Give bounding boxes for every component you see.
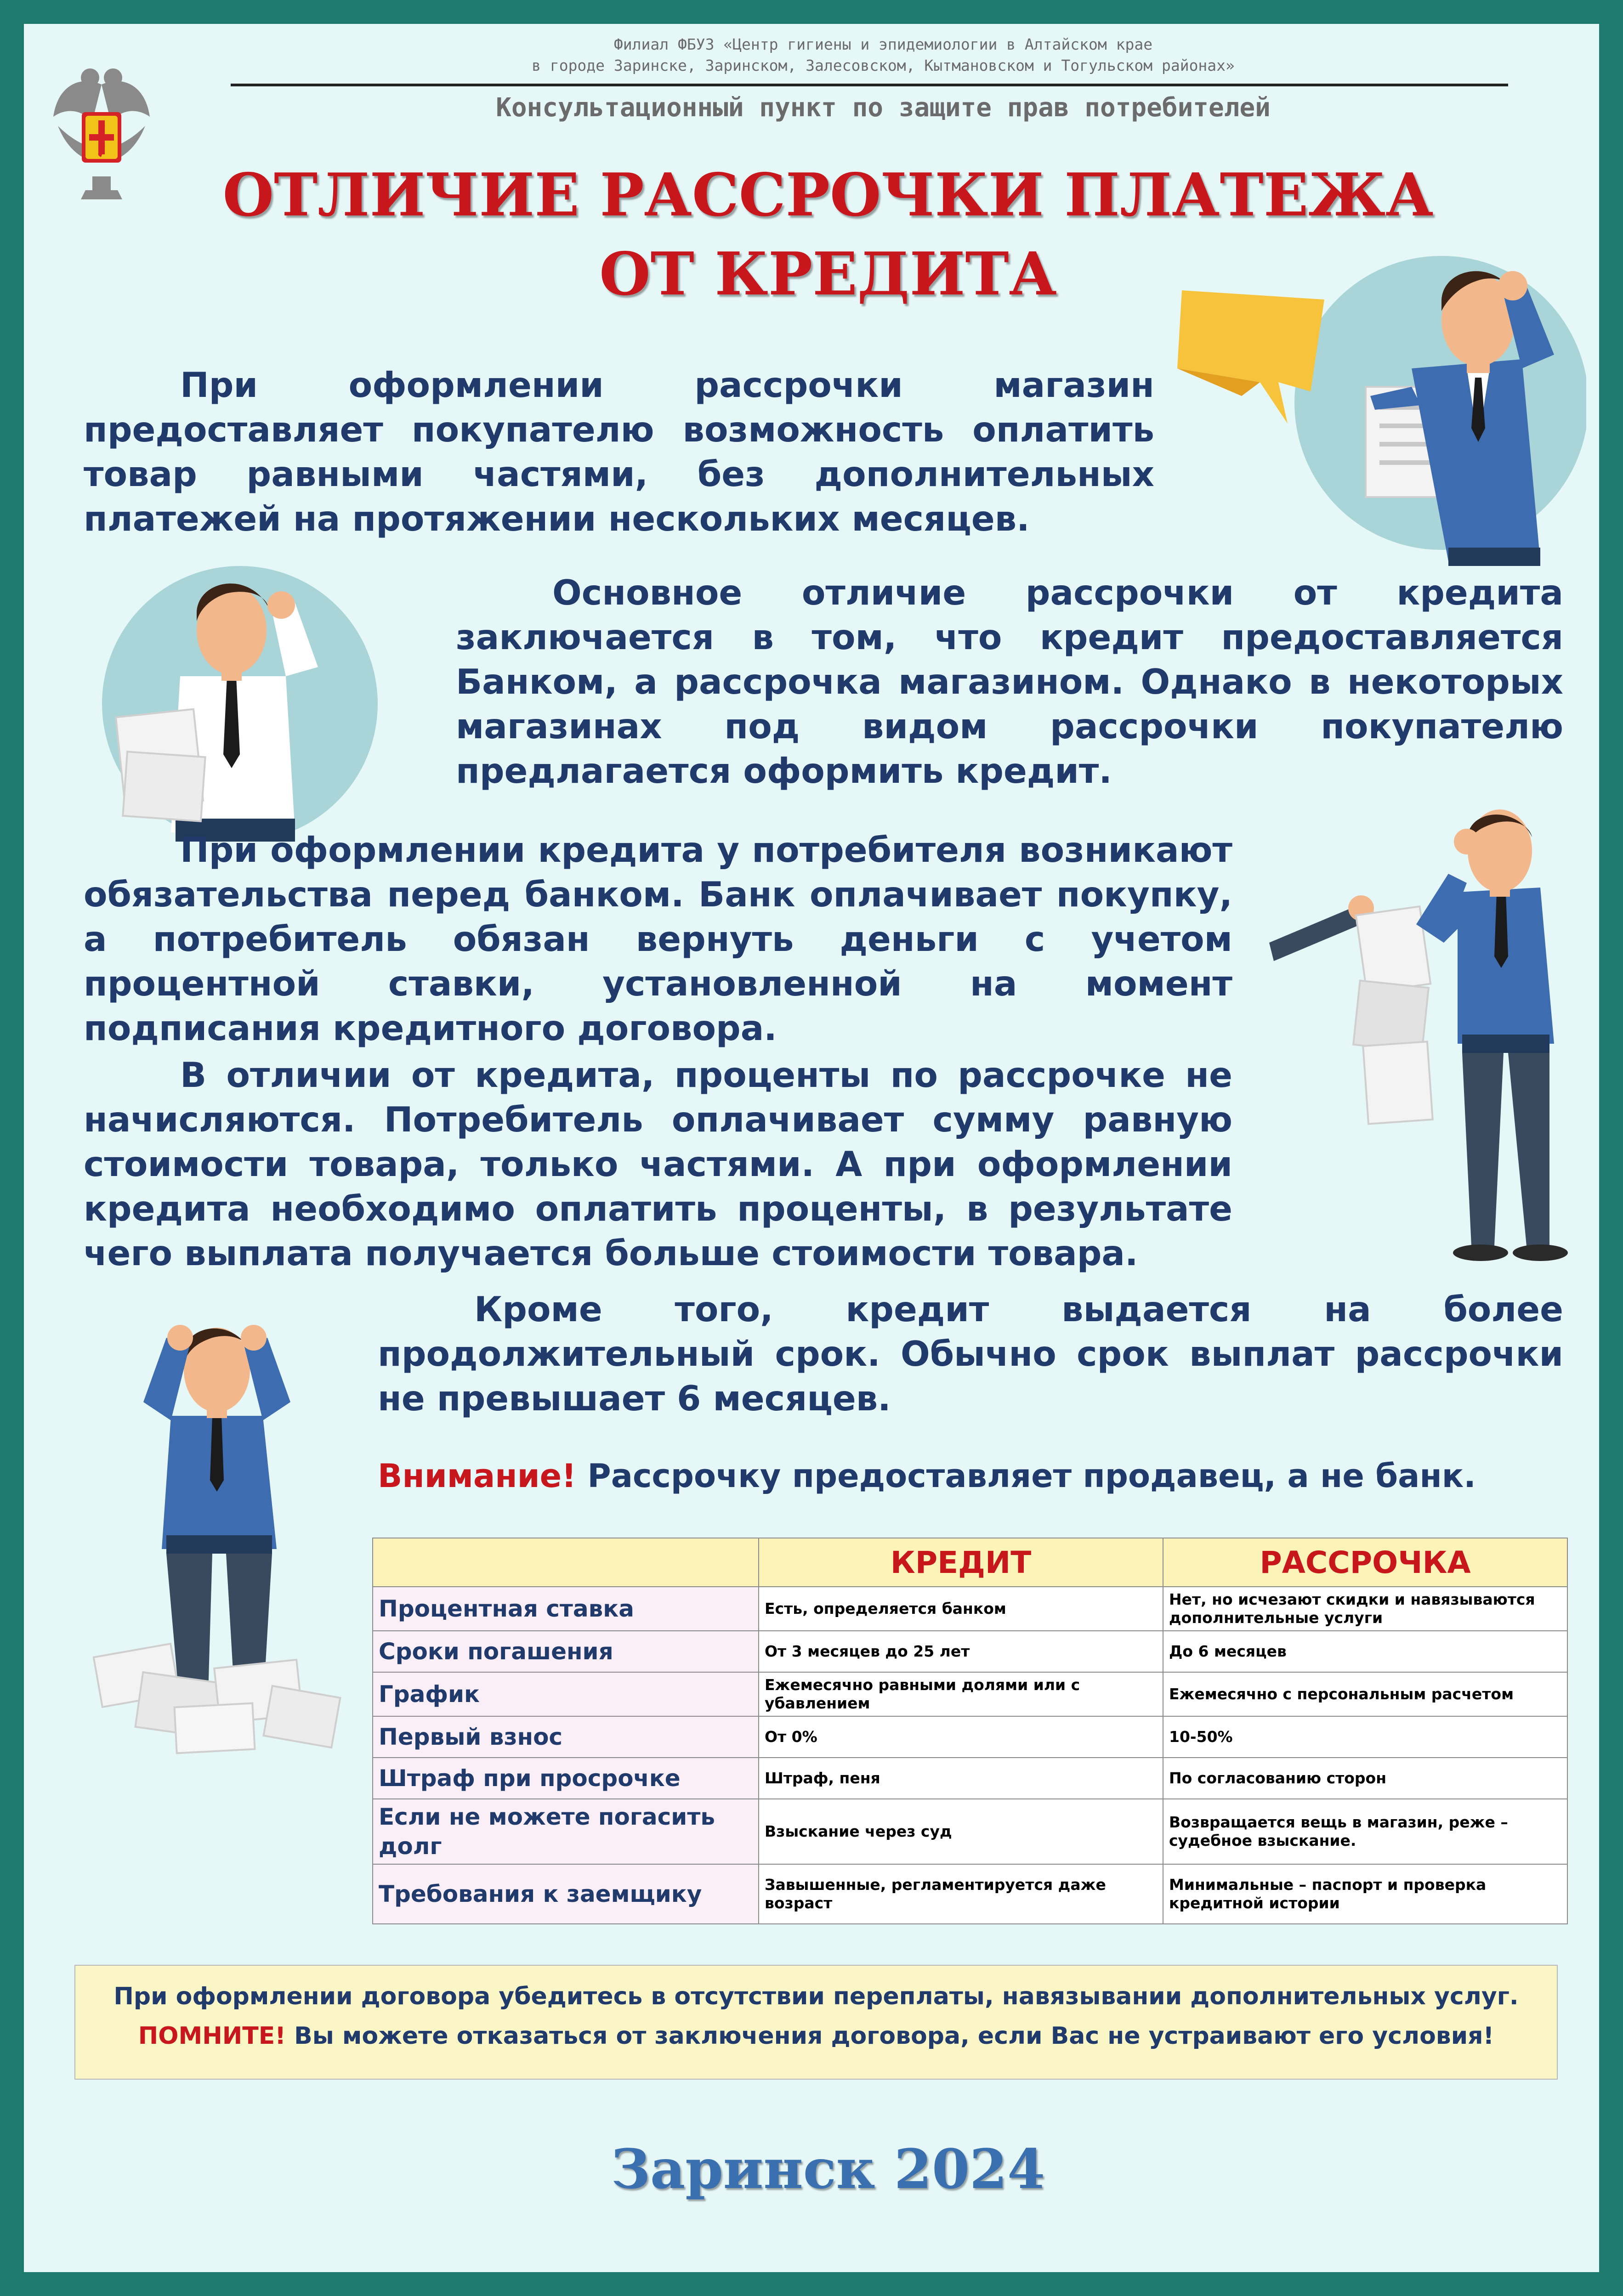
installment-value: Минимальные – паспорт и проверка кредитной истории [1163, 1864, 1567, 1924]
comparison-table [372, 1538, 1568, 1924]
businessman-with-papers-illustration [88, 561, 392, 846]
page-title-line1: ОТЛИЧИЕ РАССРОЧКИ ПЛАТЕЖА [222, 161, 1434, 230]
paper-stack-icon [1353, 906, 1433, 1124]
table-header-row [373, 1538, 1567, 1587]
row-label: Требования к заемщику [373, 1864, 759, 1924]
poster-page [24, 24, 1599, 2272]
header-divider [231, 84, 1508, 86]
credit-value: Ежемесячно равными долями или с убавлением [759, 1672, 1163, 1716]
org-name-line2: в городе Заринске, Заринском, Залесовском, Кытмановском и Тогульском районах» [532, 57, 1235, 74]
note-line2 [75, 2016, 1557, 2056]
note-remember-text: Вы можете отказаться от заключения договора, если Вас не устраивают его условия! [285, 2022, 1494, 2050]
paragraph-no-interest: В отличии от кредита, проценты по рассрочке не начисляются. Потребитель оплачивает сумму равную стоимости товара, только частями. А при оформлении кредита необходимо оплатить проценты, в результате чего выплата получается больше стоимости товара. [84, 1055, 1232, 1273]
table-row [373, 1758, 1567, 1799]
org-name-line1: Филиал ФБУЗ «Центр гигиены и эпидемиологии в Алтайском крае [613, 35, 1153, 53]
credit-value: Завышенные, регламентируется даже возраст [759, 1864, 1163, 1924]
table-row [373, 1587, 1567, 1631]
row-label: Первый взнос [373, 1716, 759, 1758]
paper-stack-icon [116, 709, 205, 821]
note-remember-label: ПОМНИТЕ! [138, 2022, 286, 2050]
paragraph-term-difference: Кроме того, кредит выдается на более продолжительный срок. Обычно срок выплат рассрочки не превышает 6 месяцев. [378, 1289, 1563, 1419]
attention-text: Рассрочку предоставляет продавец, а не банк. [576, 1457, 1476, 1495]
table-header-installment: РАССРОЧКА [1163, 1538, 1567, 1587]
table-row [373, 1864, 1567, 1924]
table-header-credit: КРЕДИТ [759, 1538, 1163, 1587]
attention-label: Внимание! [378, 1457, 577, 1495]
row-label: Если не можете погасить долг [373, 1799, 759, 1864]
consultation-subtitle: Консультационный пункт по защите прав потребителей [496, 93, 1271, 123]
credit-value: Штраф, пеня [759, 1758, 1163, 1799]
attention-line [378, 1457, 1572, 1495]
note-line1: При оформлении договора убедитесь в отсутствии переплаты, навязывании дополнительных услуг. [113, 1983, 1519, 2010]
credit-value: Есть, определяется банком [759, 1587, 1163, 1631]
credit-value: От 0% [759, 1716, 1163, 1758]
installment-value: По согласованию сторон [1163, 1758, 1567, 1799]
paper-stack-icon [94, 1644, 340, 1753]
row-label: График [373, 1672, 759, 1716]
paragraph-main-difference: Основное отличие рассрочки от кредита заключается в том, что кредит предоставляется Банком, а рассрочка магазином. Однако в некоторых магазинах под видом рассрочки покупателю предлагается оформить кредит. [456, 572, 1563, 791]
businessman-with-speech-bubble-illustration [1173, 231, 1586, 589]
table-row [373, 1672, 1567, 1716]
table-row [373, 1799, 1567, 1864]
installment-value: 10-50% [1163, 1716, 1567, 1758]
row-label: Штраф при просрочке [373, 1758, 759, 1799]
credit-value: От 3 месяцев до 25 лет [759, 1631, 1163, 1672]
installment-value: До 6 месяцев [1163, 1631, 1567, 1672]
standing-businessman-illustration [1265, 805, 1586, 1264]
emblem-icon [49, 66, 154, 204]
footer-city-year: Заринск 2024 [611, 2137, 1045, 2201]
table-row [373, 1631, 1567, 1672]
table-header-empty [373, 1538, 759, 1587]
row-label: Процентная ставка [373, 1587, 759, 1631]
warning-note-box [74, 1965, 1558, 2080]
installment-value: Ежемесячно с персональным расчетом [1163, 1672, 1567, 1716]
installment-value: Нет, но исчезают скидки и навязываются дополнительные услуги [1163, 1587, 1567, 1631]
table-row [373, 1716, 1567, 1758]
paragraph-installment-intro: При оформлении рассрочки магазин предоставляет покупателю возможность оплатить товар равными частями, без дополнительных платежей на протяжении нескольких месяцев. [84, 365, 1154, 539]
row-label: Сроки погашения [373, 1631, 759, 1672]
paragraph-credit-obligations: При оформлении кредита у потребителя возникают обязательства перед банком. Банк оплачивает покупку, а потребитель обязан вернуть деньги с учетом процентной ставки, установленной на момент подписания кредитного договора. [84, 830, 1232, 1048]
credit-value: Взыскание через суд [759, 1799, 1163, 1864]
page-title-line2: ОТ КРЕДИТА [599, 240, 1057, 309]
stressed-businessman-illustration [70, 1310, 369, 1770]
installment-value: Возвращается вещь в магазин, реже – судебное взыскание. [1163, 1799, 1567, 1864]
